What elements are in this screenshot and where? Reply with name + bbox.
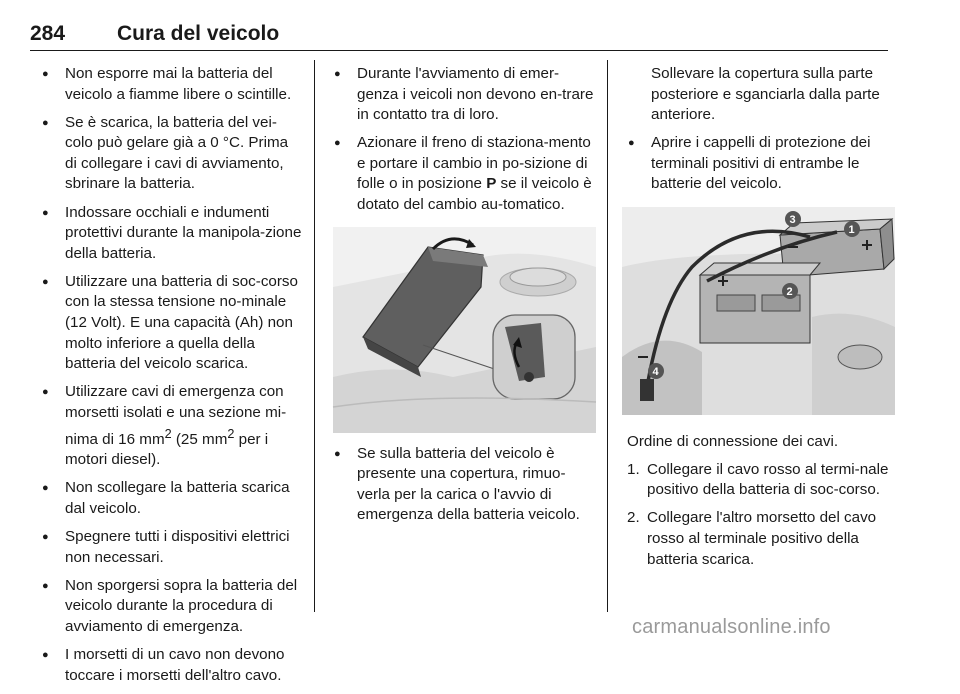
terminal-list <box>627 133 890 195</box>
page-number: 284 <box>30 22 66 45</box>
gear-position-p: P <box>486 175 497 193</box>
superscript: 2 <box>164 426 172 441</box>
superscript: 2 <box>227 426 235 441</box>
page-title: Cura del veicolo <box>117 22 280 45</box>
cable-text-mid: (25 mm <box>171 430 228 448</box>
list-item: ● Non sporgersi sopra la batteria del veicolo durante la procedura di avviamento di emergenza. <box>41 576 304 638</box>
list-item: ● Indossare occhiali e indumenti protettivi durante la manipola-zione della batteria. <box>41 203 304 265</box>
header-rule <box>30 50 888 51</box>
cable-text-post: per i motori diesel). <box>65 430 269 469</box>
callout-2: 2 <box>786 286 793 299</box>
page-header <box>30 22 888 50</box>
list-text: se il veicolo è dotato del cambio au-tomatico. <box>357 175 592 214</box>
list-item: ● Non esporre mai la batteria del veicolo a fiamme libere o scintille. <box>41 64 304 105</box>
procedure-list <box>333 64 598 216</box>
column-2 <box>333 64 598 534</box>
jump-cable-illustration <box>622 207 885 415</box>
list-item-cable-section <box>41 382 304 470</box>
step-number: 2. <box>627 509 640 527</box>
step-text: Collegare l'altro morsetto del cavo rosso al terminale positivo della batteria scarica. <box>647 509 877 568</box>
list-item: ● Se è scarica, la batteria del vei-colo può gelare già a 0 °C. Prima di collegare i cavi di avviamento, sbrinare la batteria. <box>41 113 304 195</box>
battery-cover-illustration <box>333 227 596 433</box>
step-item <box>623 508 890 570</box>
list-item-parking-brake <box>333 133 598 215</box>
connection-order-title: Ordine di connessione dei cavi. <box>627 433 839 451</box>
step-item <box>623 460 890 501</box>
safety-list <box>41 64 304 686</box>
list-text: Azionare il freno di staziona-mento e portare il cambio in po-sizione di folle o in posizione <box>357 134 591 193</box>
list-item: ● I morsetti di un cavo non devono toccare i morsetti dell'altro cavo. <box>41 645 304 686</box>
cover-list <box>333 444 598 526</box>
callout-4: 4 <box>652 366 659 379</box>
list-item: ● Utilizzare una batteria di soc-corso con la stessa tensione no-minale (12 Volt). E una capacità (Ah) non molto inferiore a quella della batteria del veicolo scarica. <box>41 272 304 375</box>
list-item: ● Spegnere tutti i dispositivi elettrici non necessari. <box>41 527 304 568</box>
column-divider-1 <box>314 60 315 612</box>
list-item: ● Se sulla batteria del veicolo è presente una copertura, rimuo-verla per la carica o l'avvio di emergenza della batteria veicolo. <box>333 444 598 526</box>
column-1 <box>41 64 304 694</box>
site-watermark: carmanualsonline.info <box>632 616 831 638</box>
column-3 <box>627 64 890 578</box>
callout-1: 1 <box>848 224 855 237</box>
continuation-paragraph: Sollevare la copertura sulla parte posteriore e sganciarla dalla parte anteriore. <box>651 65 880 124</box>
list-item: ● Durante l'avviamento di emer-genza i veicoli non devono en-trare in contatto tra di loro. <box>333 64 598 126</box>
step-text: Collegare il cavo rosso al termi-nale positivo della batteria di soc-corso. <box>647 460 889 499</box>
step-number: 1. <box>627 460 640 478</box>
column-divider-2 <box>607 60 608 612</box>
callout-3: 3 <box>789 214 796 227</box>
connection-steps <box>623 460 890 570</box>
list-item: ● Aprire i cappelli di protezione dei terminali positivi di entrambe le batterie del veicolo. <box>627 133 890 195</box>
cable-text-pre: Utilizzare cavi di emergenza con morsetti isolati e una sezione mi-nima di 16 mm <box>65 383 287 448</box>
list-item: ● Non scollegare la batteria scarica dal veicolo. <box>41 478 304 519</box>
